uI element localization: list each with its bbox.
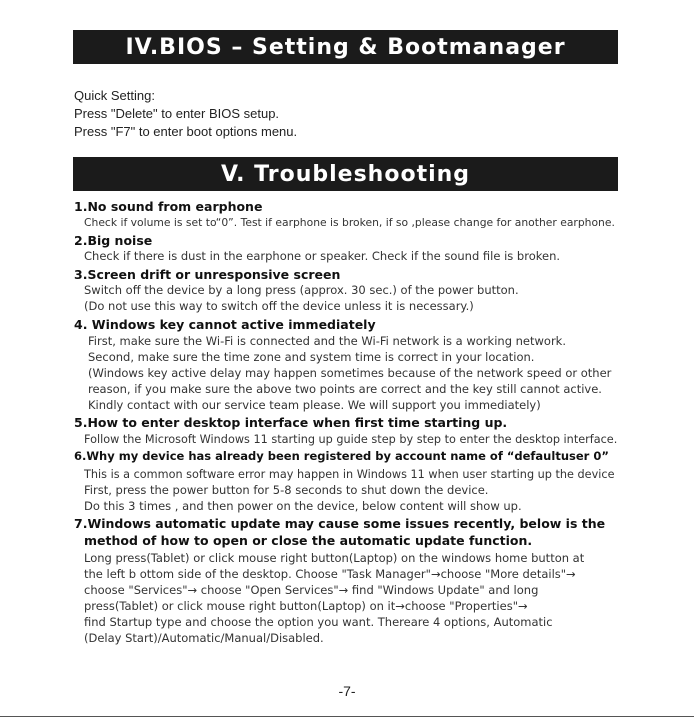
ts-line: 1.No sound from earphone [74, 199, 263, 214]
ts-line: 6.Why my device has already been registered by account name of “defaultuser 0” [74, 449, 609, 463]
ts-line: Follow the Microsoft Windows 11 starting up guide step by step to enter the desktop interface. [84, 433, 618, 446]
ts-line: the left b ottom side of the desktop. Choose "Task Manager"→choose "More details"→ [84, 567, 576, 581]
ts-line: 5.How to enter desktop interface when first time starting up. [74, 415, 508, 430]
bottom-rule [0, 716, 694, 717]
ts-line: 3.Screen drift or unresponsive screen [74, 267, 341, 282]
ts-line: Check if there is dust in the earphone or speaker. Check if the sound file is broken. [84, 249, 561, 263]
quick-setting-block [74, 87, 297, 141]
bios-section-title: IV.BIOS – Setting & Bootmanager [73, 30, 618, 64]
ts-line: First, make sure the Wi-Fi is connected and the Wi-Fi network is a working network. [88, 334, 567, 348]
ts-line: (Delay Start)/Automatic/Manual/Disabled. [84, 631, 324, 645]
ts-line: Kindly contact with our service team please. We will support you immediately) [88, 398, 541, 412]
ts-line: 7.Windows automatic update may cause some issues recently, below is the [74, 516, 606, 531]
ts-line: method of how to open or close the automatic update function. [84, 533, 533, 548]
ts-line: choose "Services"→ choose "Open Services"→ find "Windows Update" and long [84, 583, 539, 597]
ts-line: find Startup type and choose the option you want. Thereare 4 options, Automatic [84, 615, 553, 629]
delete-key-instruction: Press "Delete" to enter BIOS setup. [74, 106, 280, 121]
f7-key-instruction: Press "F7" to enter boot options menu. [74, 124, 298, 139]
ts-line: Second, make sure the time zone and system time is correct in your location. [88, 350, 535, 364]
ts-line: Check if volume is set to“0”. Test if earphone is broken, if so ,please change for another earphone. [84, 216, 615, 229]
ts-line: 4. Windows key cannot active immediately [74, 317, 376, 332]
ts-line: (Do not use this way to switch off the device unless it is necessary.) [84, 299, 474, 313]
ts-line: Do this 3 times , and then power on the device, below content will show up. [84, 499, 522, 513]
ts-line: 2.Big noise [74, 233, 153, 248]
ts-line: First, press the power button for 5-8 seconds to shut down the device. [84, 483, 489, 497]
ts-line: reason, if you make sure the above two points are correct and the key still cannot active. [88, 382, 602, 396]
quick-setting-label: Quick Setting: [74, 88, 155, 103]
ts-line: This is a common software error may happen in Windows 11 when user starting up the device [84, 468, 615, 481]
ts-line: press(Tablet) or click mouse right button(Laptop) on it→choose "Properties"→ [84, 599, 528, 613]
ts-line: (Windows key active delay may happen sometimes because of the network speed or other [88, 366, 612, 380]
troubleshooting-section-title: V. Troubleshooting [73, 157, 618, 191]
ts-line: Long press(Tablet) or click mouse right button(Laptop) on the windows home button at [84, 551, 585, 565]
ts-line: Switch off the device by a long press (approx. 30 sec.) of the power button. [84, 283, 519, 297]
page-number: -7- [338, 683, 356, 699]
